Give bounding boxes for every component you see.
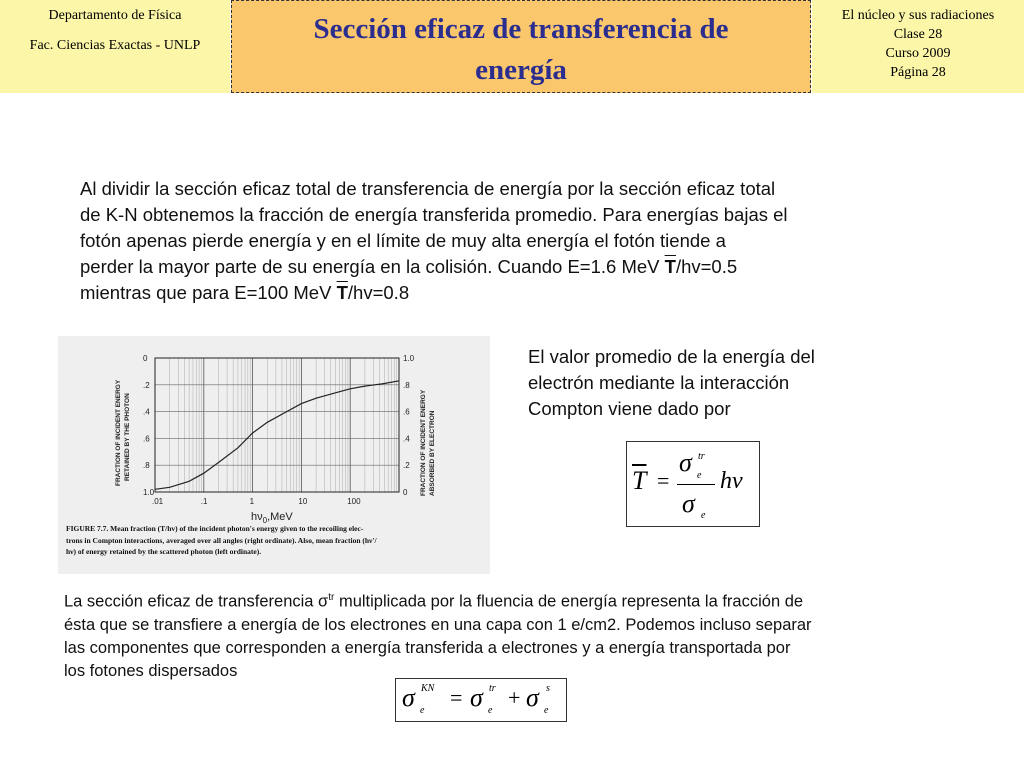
transfer-line <box>64 586 944 614</box>
sigma-numerator: σ <box>679 448 692 477</box>
photon-energy-symbol: hν <box>720 468 743 494</box>
sigma-denominator: σ <box>682 489 695 518</box>
intro-text: perder la mayor parte de su energía en la colisión. Cuando E=1.6 MeV <box>80 256 665 277</box>
caption-line: trons in Compton interactions, averaged over all angles (right ordinate). Also, mean fraction (hν'/ <box>66 535 377 545</box>
intro-text: mientras que para E=100 MeV <box>80 282 337 303</box>
cross-section-sum-equation <box>395 678 567 722</box>
left-y-tick-label: .2 <box>143 380 150 390</box>
left-axis-label-1: FRACTION OF INCIDENT ENERGY <box>115 379 122 486</box>
slide-title-line1: Sección eficaz de transferencia de <box>313 13 729 45</box>
x-tick-label: .01 <box>152 497 164 506</box>
intro-text: /hv=0.8 <box>347 282 410 303</box>
intro-text: /hv=0.5 <box>675 256 738 277</box>
intro-paragraph <box>80 176 940 306</box>
right-axis-label-1: FRACTION OF INCIDENT ENERGY <box>420 389 427 496</box>
slide-title-line2: energía <box>475 54 567 86</box>
right-y-tick-label: .2 <box>403 461 410 471</box>
right-y-tick-label: .4 <box>403 434 410 444</box>
sigma-s-superscript: s <box>546 683 550 694</box>
header-title-box <box>231 0 811 93</box>
caption-line: FIGURE 7.7. Mean fraction (T/hv) of the incident photon's energy given to the recoiling elec- <box>66 524 364 533</box>
intro-line <box>80 280 940 306</box>
left-y-tick-label: .4 <box>143 407 150 417</box>
t-bar-symbol: $\overline{T}$ <box>632 466 647 495</box>
faculty-label: Fac. Ciencias Exactas - UNLP <box>29 38 201 53</box>
x-axis-label: $h\nu_0,MeV$ <box>251 511 293 525</box>
left-axis-label-2: RETAINED BY THE PHOTON <box>124 393 131 481</box>
x-tick-label: .1 <box>200 497 208 506</box>
equals-sign: = <box>450 685 463 710</box>
left-y-tick-label: .8 <box>143 461 150 471</box>
header-right-box <box>812 0 1024 93</box>
x-tick-label: 10 <box>298 497 308 506</box>
figure-caption <box>66 523 486 558</box>
left-y-tick-label: .6 <box>143 434 150 444</box>
sigma-s: σ <box>526 683 539 712</box>
x-tick-label: 100 <box>347 497 361 506</box>
sigma-tr: σ <box>470 683 483 712</box>
transfer-paragraph <box>64 586 944 683</box>
transfer-line: los fotones dispersados <box>64 661 238 680</box>
sigma-superscript: tr <box>328 592 335 603</box>
mean-energy-equation <box>626 441 760 527</box>
intro-line <box>80 254 940 280</box>
sigma-tr-superscript: tr <box>489 683 496 694</box>
page-number: Página 28 <box>890 65 946 80</box>
class-number: Clase 28 <box>893 27 943 42</box>
mean-energy-line: electrón mediante la interacción <box>528 372 790 393</box>
left-y-tick-label: 1.0 <box>143 488 155 497</box>
numerator-subscript: e <box>697 470 702 481</box>
right-y-tick-label: .6 <box>403 407 410 417</box>
mean-energy-line: El valor promedio de la energía del <box>528 346 815 367</box>
transfer-text: multiplicada por la fluencia de energía representa la fracción de <box>334 592 804 611</box>
equals-sign: = <box>657 468 670 493</box>
right-y-tick-label: 0 <box>403 488 408 497</box>
right-axis-label-2: ABSORBED BY ELECTRON <box>429 410 436 496</box>
transfer-line: las componentes que corresponden a energía transferida a electrones y a energía transportada por <box>64 638 791 657</box>
t-bar-symbol: $\overline{T}$ <box>336 282 348 303</box>
header-left-box <box>0 0 230 93</box>
intro-line: Al dividir la sección eficaz total de transferencia de energía por la sección eficaz total <box>80 178 776 199</box>
fraction-bar <box>677 484 715 485</box>
denominator-subscript: e <box>701 510 706 521</box>
right-y-tick-label: .8 <box>403 380 410 390</box>
figure-panel <box>58 336 490 574</box>
course-year: Curso 2009 <box>885 46 951 61</box>
left-y-tick-label: 0 <box>143 354 148 363</box>
transfer-text: La sección eficaz de transferencia σ <box>64 592 329 611</box>
x-tick-label: 1 <box>249 497 255 506</box>
t-bar-symbol: $\overline{T}$ <box>664 256 676 277</box>
sigma-s-subscript: e <box>544 705 549 716</box>
course-name: El núcleo y sus radiaciones <box>841 8 995 23</box>
sigma-kn: σ <box>402 683 415 712</box>
intro-line: fotón apenas pierde energía y en el límite de muy alta energía el fotón tiende a <box>80 230 726 251</box>
mean-energy-paragraph <box>528 344 928 422</box>
intro-line: de K-N obtenemos la fracción de energía transferida promedio. Para energías bajas el <box>80 204 788 225</box>
caption-line: hν) of energy retained by the scattered photon (left ordinate). <box>66 547 262 556</box>
mean-energy-line: Compton viene dado por <box>528 398 731 419</box>
numerator-superscript: tr <box>698 451 705 462</box>
transfer-line: ésta que se transfiere a energía de los electrones en una capa con 1 e/cm2. Podemos incluso separar <box>64 615 812 634</box>
sigma-tr-subscript: e <box>488 705 493 716</box>
right-y-tick-label: 1.0 <box>403 354 415 363</box>
department-label: Departamento de Física <box>48 8 182 23</box>
plus-sign: + <box>508 685 521 710</box>
sigma-kn-subscript: e <box>420 705 425 716</box>
slide-title <box>232 9 810 91</box>
sigma-kn-superscript: KN <box>421 683 435 694</box>
